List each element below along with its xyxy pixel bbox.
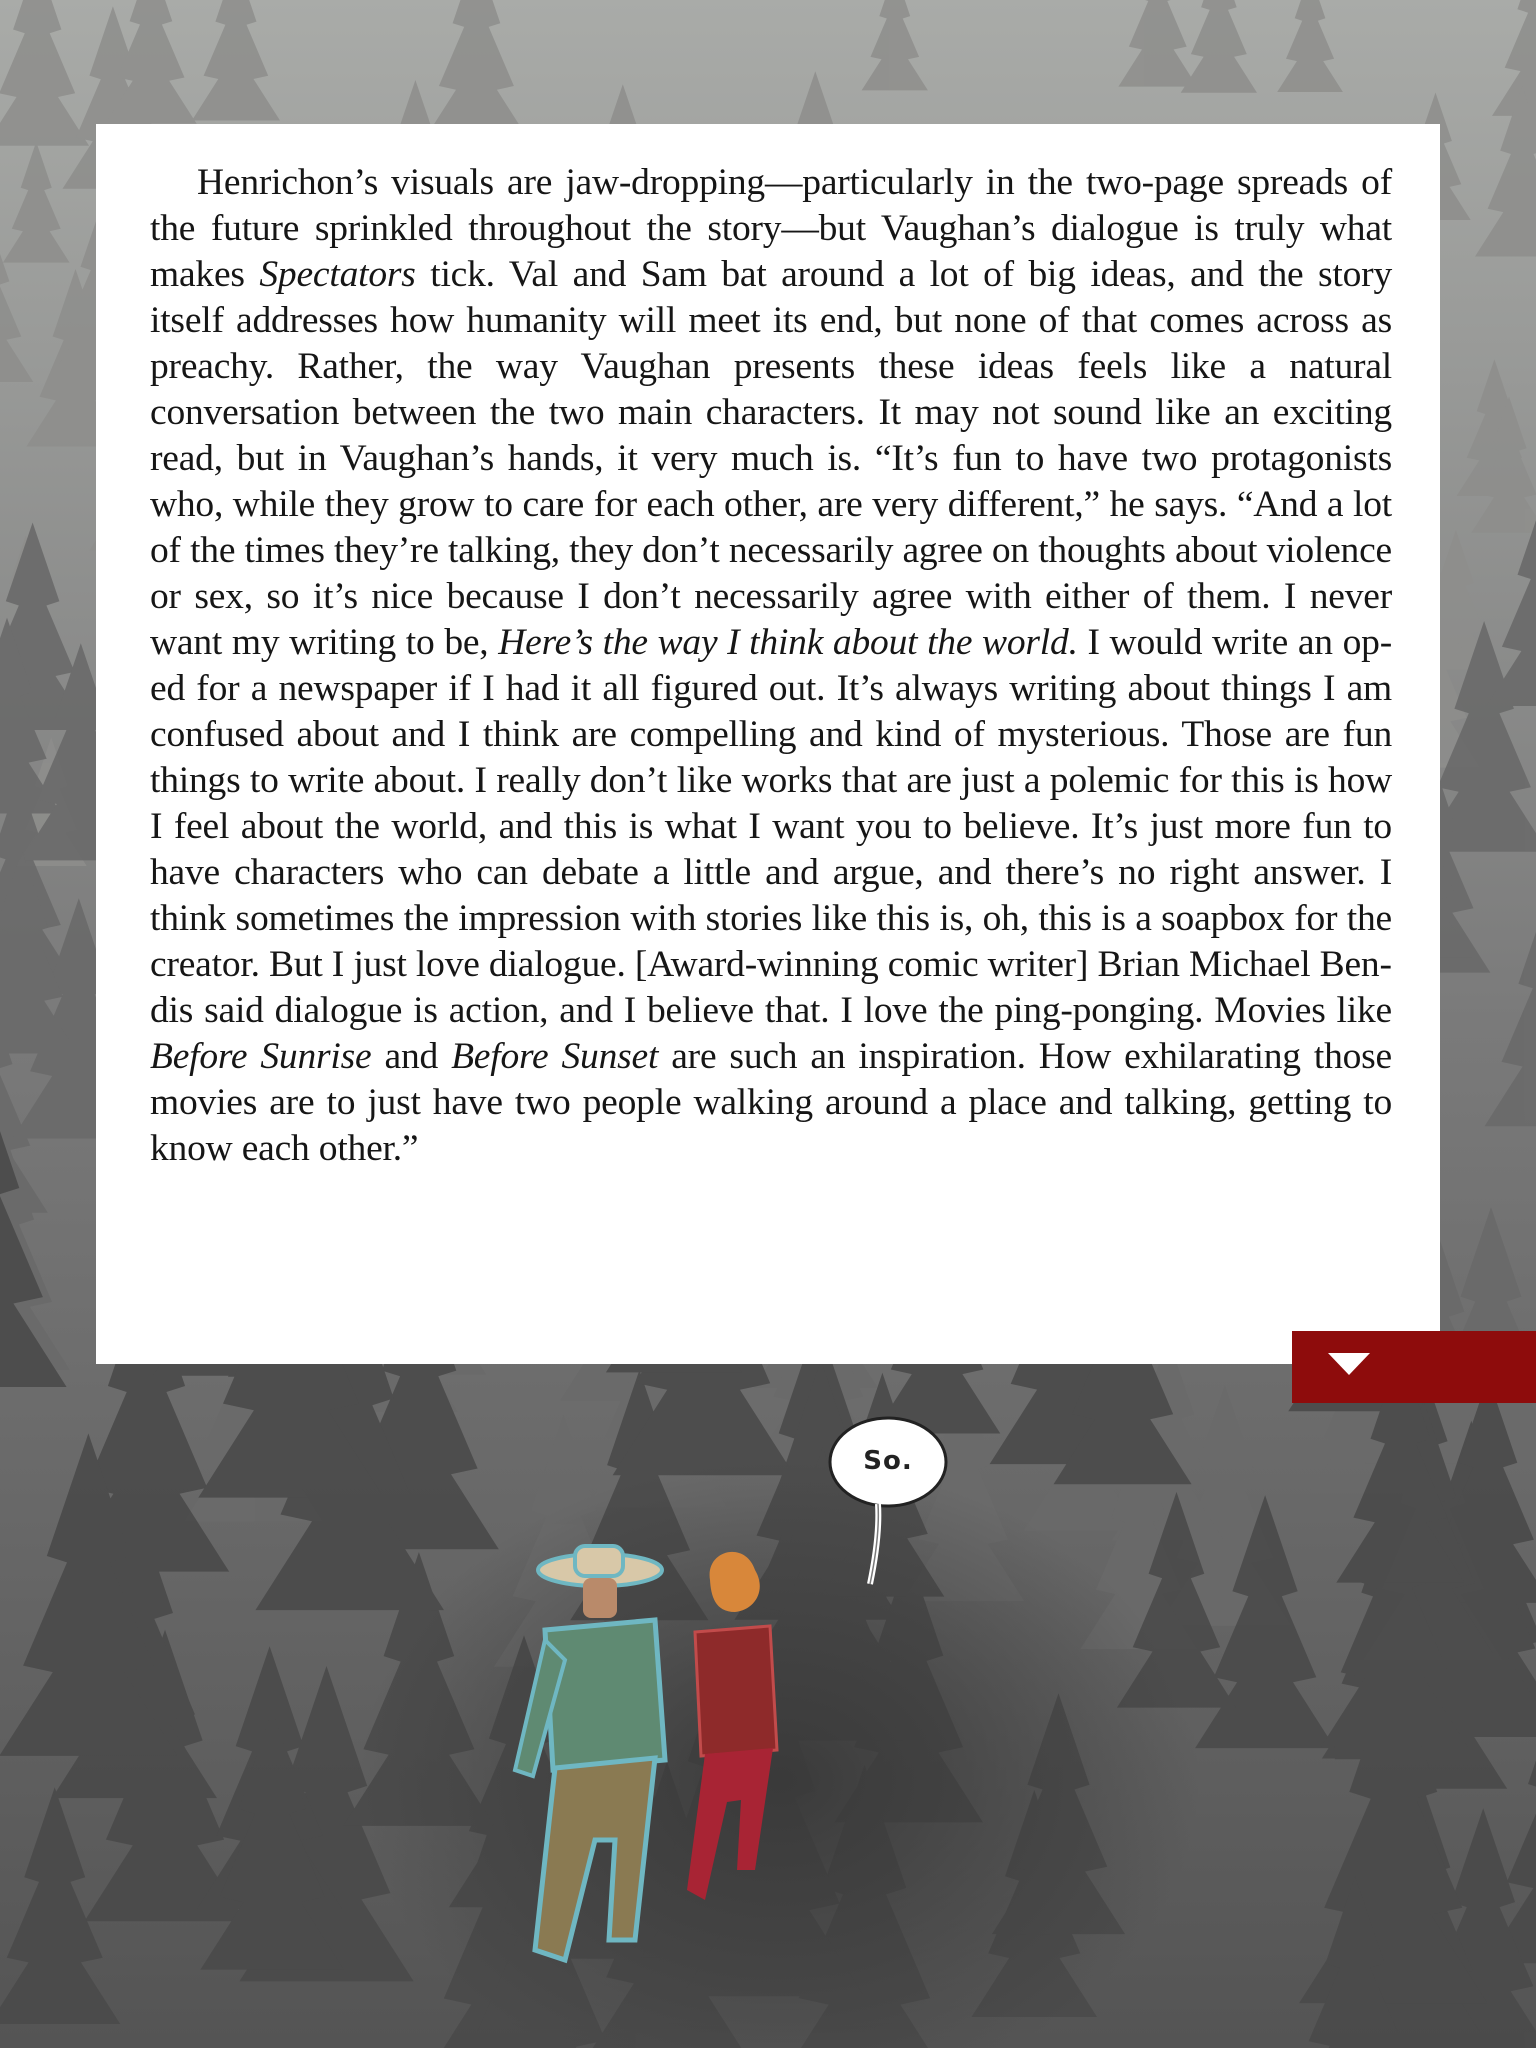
floating-characters-illustration — [505, 1540, 835, 2010]
text-run: I would write an op-ed for a newspaper if I had it all figured out. It’s always writing about things I am confused about and I think are compelling and kind of mysterious. Those are fun things to write about. I really don’t like works that are just a polemic for this is how I feel about the world, and this is what I want you to believe. It’s just more fun to have characters who can debate a little and argue, and there’s no right answer. I think sometimes the impression with stories like this is, oh, this is a soapbox for the creator. But I just love dialogue. [Award-winning comic writer] Brian Michael Bendis said dialogue is action, and I believe that. I love the ping-ponging. Movies like — [150, 622, 1392, 1031]
article-body — [150, 160, 1392, 1172]
text-run: and — [371, 1036, 452, 1077]
article-panel — [96, 124, 1440, 1364]
speech-bubble-text: So. — [863, 1446, 913, 1476]
italic-title: Here’s the way I think about the world. — [498, 622, 1078, 663]
italic-title: Before Sunset — [451, 1036, 659, 1077]
girl-figure — [687, 1552, 777, 1900]
text-run: are such an inspiration. How exhilarating those movies are to just have two people walking around a place and talking, getting to know each other.” — [150, 1036, 1393, 1169]
scroll-down-button[interactable] — [1292, 1331, 1536, 1403]
italic-title: Spectators — [259, 254, 416, 295]
text-run: tick. Val and Sam bat around a lot of big ideas, and the story itself addresses how humanity will meet its end, but none of that comes across as preachy. Rather, the way Vaughan presents these ideas feels like a natural conversation between the two main characters. It may not sound like an exciting read, but in Vaughan’s hands, it very much is. “It’s fun to have two protagonists who, while they grow to care for each other, are very different,” he says. “And a lot of the times they’re talking, they don’t necessarily agree on thoughts about violence or sex, so it’s nice because I don’t necessarily agree with either of them. I never want my writing to be, — [150, 254, 1392, 663]
speech-bubble — [826, 1416, 950, 1524]
cowboy-figure — [515, 1546, 665, 1960]
italic-title: Before Sunrise — [150, 1036, 372, 1077]
chevron-down-icon — [1328, 1353, 1370, 1377]
text-run: Henrichon’s visuals are jaw-dropping—particularly in the two-page spreads of the future sprinkled throughout the story—but Vaughan’s dialogue is truly what makes — [150, 162, 1392, 295]
